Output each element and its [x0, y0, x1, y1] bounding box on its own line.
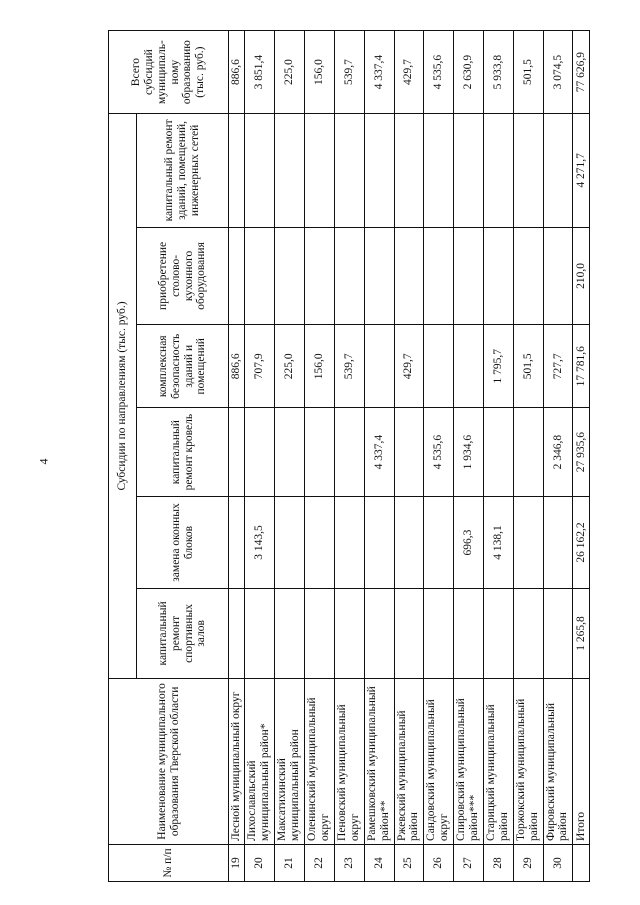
table-body [229, 31, 590, 882]
row-total: 156,0 [305, 31, 335, 114]
table-frame [108, 30, 590, 882]
header-col-kitchen: приобретение столово-кухонного оборудования [137, 227, 229, 325]
row-number: 25 [394, 844, 424, 881]
municipality-name: Лесной муниципальный округ [229, 678, 245, 844]
total-value: 1 265,8 [573, 589, 590, 679]
subsidy-value: 225,0 [275, 325, 305, 408]
total-value: 26 162,2 [573, 496, 590, 588]
subsidy-value [543, 496, 573, 588]
header-col-safety: комплексная безопасность зданий и помещений [137, 325, 229, 408]
table-row [513, 31, 543, 882]
subsidy-value: 4 337,4 [364, 408, 394, 497]
subsidy-value [334, 589, 364, 679]
subsidy-value [305, 227, 335, 325]
row-total: 3 851,4 [245, 31, 275, 114]
subsidy-value: 429,7 [394, 325, 424, 408]
subsidy-value [334, 408, 364, 497]
row-total: 501,5 [513, 31, 543, 114]
municipality-name: Спировский муниципальный район*** [454, 678, 484, 844]
row-number: 26 [424, 844, 454, 881]
rotated-table-container [108, 30, 590, 882]
row-total: 429,7 [394, 31, 424, 114]
subsidy-value [229, 589, 245, 679]
header-col-sport-halls: капитальный ремонт спортивных залов [137, 589, 229, 679]
total-value: 4 271,7 [573, 114, 590, 227]
subsidy-value [245, 408, 275, 497]
municipality-name: Ржевский муниципальный район [394, 678, 424, 844]
municipality-name: Оленинский муниципальный округ [305, 678, 335, 844]
subsidy-value [275, 227, 305, 325]
table-row [305, 31, 335, 882]
subsidy-value: 3 143,5 [245, 496, 275, 588]
row-number: 22 [305, 844, 335, 881]
total-row [573, 31, 590, 882]
subsidy-value [394, 227, 424, 325]
page-number-text: 4 [36, 458, 51, 465]
subsidy-value [245, 227, 275, 325]
row-total: 225,0 [275, 31, 305, 114]
subsidy-value: 886,6 [229, 325, 245, 408]
municipality-name: Фировский муниципальный район [543, 678, 573, 844]
total-value: 27 935,6 [573, 408, 590, 497]
subsidy-value [513, 227, 543, 325]
table-row [483, 31, 513, 882]
header-name: Наименование муниципального образования Тверской области [109, 678, 229, 844]
municipality-name: Лихославльский муниципальный район* [245, 678, 275, 844]
subsidy-value [424, 114, 454, 227]
subsidy-value: 501,5 [513, 325, 543, 408]
subsidy-value [364, 589, 394, 679]
table-row [543, 31, 573, 882]
subsidy-value [364, 227, 394, 325]
subsidy-value [229, 408, 245, 497]
subsidy-value [543, 227, 573, 325]
table-row [364, 31, 394, 882]
subsidy-value [513, 408, 543, 497]
row-total: 5 933,8 [483, 31, 513, 114]
subsidy-value [305, 496, 335, 588]
subsidy-value [229, 496, 245, 588]
row-number: 23 [334, 844, 364, 881]
subsidy-value [334, 227, 364, 325]
subsidy-value [483, 114, 513, 227]
header-col-roofs: капитальный ремонт кровель [137, 408, 229, 497]
row-number: 27 [454, 844, 484, 881]
subsidy-value: 707,9 [245, 325, 275, 408]
subsidy-value: 727,7 [543, 325, 573, 408]
municipality-name: Старицкий муниципальный район [483, 678, 513, 844]
subsidy-value [424, 589, 454, 679]
subsidy-value: 696,3 [454, 496, 484, 588]
row-total: 4 337,4 [364, 31, 394, 114]
table-row [275, 31, 305, 882]
total-value: 17 781,6 [573, 325, 590, 408]
subsidy-value [483, 408, 513, 497]
municipality-name: Пеновский муниципальный округ [334, 678, 364, 844]
row-total: 3 074,5 [543, 31, 573, 114]
subsidy-value: 1 934,6 [454, 408, 484, 497]
subsidy-value [543, 114, 573, 227]
subsidy-value [275, 589, 305, 679]
header-num: № п/п [109, 844, 229, 881]
subsidy-value [305, 408, 335, 497]
table-row [454, 31, 484, 882]
subsidy-value: 4 138,1 [483, 496, 513, 588]
municipality-name: Сандовский муниципальный округ [424, 678, 454, 844]
subsidy-value [424, 227, 454, 325]
subsidy-value [275, 114, 305, 227]
municipality-name: Торжокский муниципальный район [513, 678, 543, 844]
subsidy-value [513, 589, 543, 679]
subsidy-value [424, 496, 454, 588]
subsidy-value [364, 325, 394, 408]
table-row [245, 31, 275, 882]
header-total: Всего субсидий муниципаль-ному образованию (тыс. руб.) [109, 31, 229, 114]
total-value: 210,0 [573, 227, 590, 325]
subsidy-value [229, 114, 245, 227]
subsidy-value [513, 496, 543, 588]
row-total: 886,6 [229, 31, 245, 114]
subsidy-value [454, 325, 484, 408]
municipality-name: Рамешковский муниципальный район** [364, 678, 394, 844]
subsidy-value [454, 114, 484, 227]
grand-total: 77 626,9 [573, 31, 590, 114]
row-number: 21 [275, 844, 305, 881]
subsidy-value [364, 496, 394, 588]
subsidy-value [394, 496, 424, 588]
row-number: 24 [364, 844, 394, 881]
table-row [229, 31, 245, 882]
subsidy-value: 2 346,8 [543, 408, 573, 497]
subsidy-value [454, 227, 484, 325]
subsidy-value [513, 114, 543, 227]
row-number: 20 [245, 844, 275, 881]
subsidy-value [245, 114, 275, 227]
subsidy-value [483, 227, 513, 325]
header-col-windows: замена оконных блоков [137, 496, 229, 588]
subsidy-value [364, 114, 394, 227]
row-number: 19 [229, 844, 245, 881]
subsidy-value [394, 589, 424, 679]
header-col-buildings: капитальный ремонт зданий, помещений, инженерных сетей [137, 114, 229, 227]
subsidy-value [454, 589, 484, 679]
subsidy-value [229, 227, 245, 325]
total-label: Итого [573, 678, 590, 844]
table-row [394, 31, 424, 882]
subsidy-value [394, 114, 424, 227]
subsidy-value [394, 408, 424, 497]
subsidy-value [275, 408, 305, 497]
subsidy-table [108, 30, 590, 882]
row-total: 539,7 [334, 31, 364, 114]
row-number: 29 [513, 844, 543, 881]
header-group: Субсидии по направлениям (тыс. руб.) [109, 114, 137, 679]
row-total: 4 535,6 [424, 31, 454, 114]
subsidy-value [424, 325, 454, 408]
subsidy-value [245, 589, 275, 679]
table-row [334, 31, 364, 882]
subsidy-value [334, 114, 364, 227]
subsidy-value: 539,7 [334, 325, 364, 408]
municipality-name: Максатихинский муниципальный район [275, 678, 305, 844]
subsidy-value: 156,0 [305, 325, 335, 408]
subsidy-value: 4 535,6 [424, 408, 454, 497]
row-number: 30 [543, 844, 573, 881]
subsidy-value [543, 589, 573, 679]
subsidy-value [334, 496, 364, 588]
table-row [424, 31, 454, 882]
total-row-num [573, 844, 590, 881]
subsidy-value [305, 589, 335, 679]
subsidy-value [305, 114, 335, 227]
subsidy-value [483, 589, 513, 679]
subsidy-value [275, 496, 305, 588]
row-total: 2 630,9 [454, 31, 484, 114]
row-number: 28 [483, 844, 513, 881]
subsidy-value: 1 795,7 [483, 325, 513, 408]
